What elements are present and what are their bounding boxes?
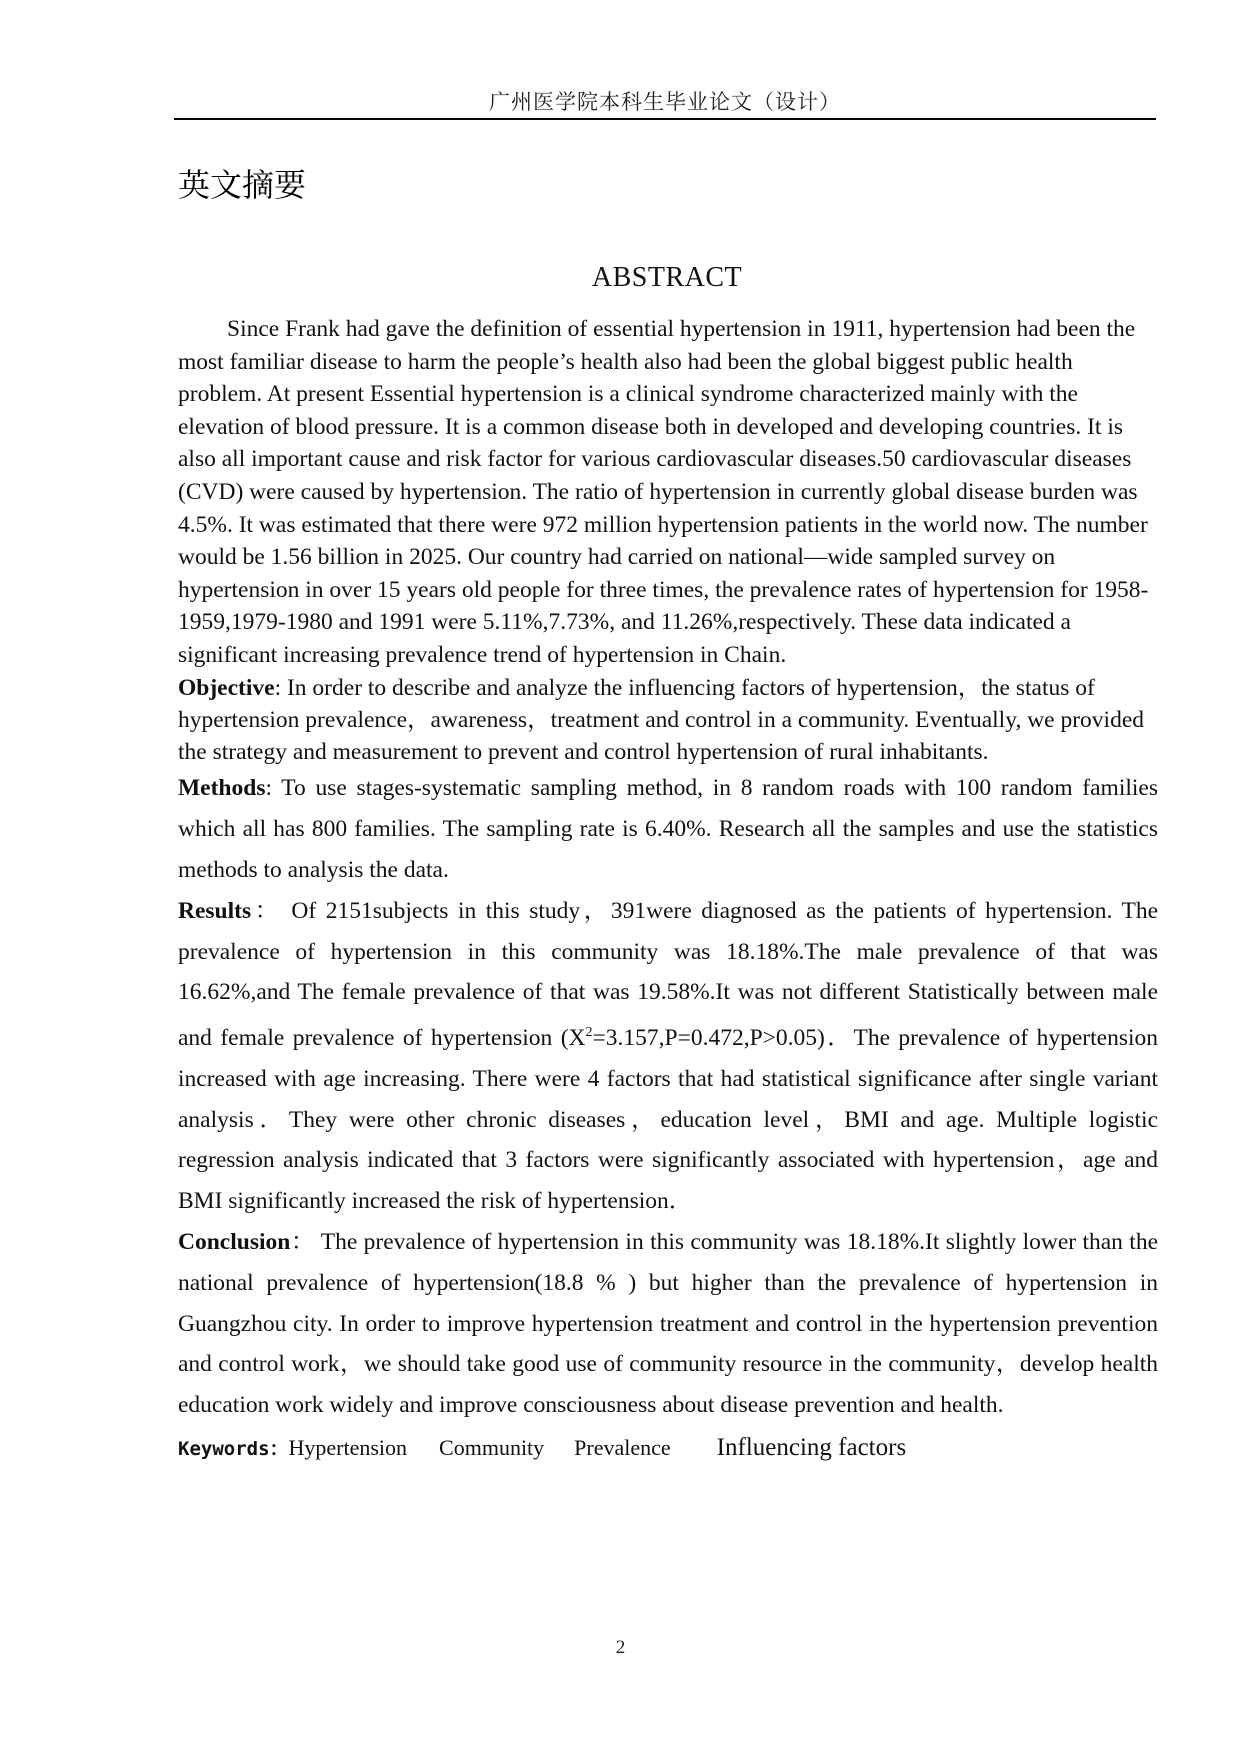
methods-label: Methods <box>178 775 266 802</box>
keyword-item: Community <box>439 1435 545 1460</box>
conclusion-paragraph <box>178 1222 1158 1426</box>
objective-paragraph <box>178 672 1158 769</box>
methods-paragraph <box>178 768 1158 890</box>
intro-paragraph: Since Frank had gave the definition of essential hypertension in 1911, hypertension had been the most familiar disease to harm the people’s health also had been the global biggest public health problem. At present Essential hypertension is a clinical syndrome characterized mainly with the elevation of blood pressure. It is a common disease both in developed and developing countries. It is also all important cause and risk factor for various cardiovascular diseases.50 cardiovascular diseases (CVD) were caused by hypertension. The ratio of hypertension in currently global disease burden was 4.5%. It was estimated that there were 972 million hypertension patients in the world now. The number would be 1.56 billion in 2025. Our country had carried on national—wide sampled survey on hypertension in over 15 years old people for three times, the prevalence rates of hypertension for 1958-1959,1979-1980 and 1991 were 5.11%,7.73%, and 11.26%,respectively. These data indicated a significant increasing prevalence trend of hypertension in Chain. <box>178 316 1149 668</box>
methods-text: : To use stages-systematic sampling method, in 8 random roads with 100 random families which all has 800 families. The sampling rate is 6.40%. Research all the samples and use the statistics methods to analysis the data. <box>178 775 1158 884</box>
keyword-item: Hypertension <box>288 1435 408 1460</box>
results-text-continued: =3.157,P=0.472,P>0.05)．The prevalence of hypertension increased with age increasing. There were 4 factors that had statistical significance after single variant analysis．They were other chronic diseases，education level，BMI and age. Multiple logistic regression analysis indicated that 3 factors were significantly associated with hypertension，age and BMI significantly increased the risk of hypertension． <box>178 1025 1159 1215</box>
abstract-title: ABSTRACT <box>591 262 743 293</box>
objective-text: : In order to describe and analyze the influencing factors of hypertension，the status of hypertension prevalence，awareness，treatment and control in a community. Eventually, we provided the strategy and measurement to prevent and control hypertension of rural inhabitants. <box>178 674 1145 766</box>
conclusion-text: ： The prevalence of hypertension in this community was 18.18%.It slightly lower than the national prevalence of hypertension(18.8 % ) but higher than the prevalence of hypertension in Guangzhou city. In order to improve hypertension treatment and control in the hypertension prevention and control work，we should take good use of community resource in the community，develop health education work widely and improve consciousness about disease prevention and health. <box>178 1229 1158 1419</box>
abstract-body <box>178 313 1158 1465</box>
keyword-item: Influencing factors <box>716 1434 907 1461</box>
header-rule <box>174 118 1156 120</box>
section-title: 英文摘要 <box>178 166 307 204</box>
results-text: ： Of 2151subjects in this study，391were diagnosed as the patients of hypertension. The prevalence of hypertension in this community was 18.18%.The male prevalence of that was 16.62%,and The female prevalence of that was 19.58%.It was not different Statistically between male and female prevalence of hypertension (X <box>178 897 1158 1052</box>
page-number: 2 <box>615 1637 626 1658</box>
conclusion-label: Conclusion <box>178 1229 291 1256</box>
results-paragraph <box>178 891 1158 1222</box>
results-label: Results <box>178 897 252 924</box>
objective-label: Objective <box>178 674 275 701</box>
keywords-line <box>178 1432 1158 1465</box>
keywords-label: Keywords： <box>178 1438 289 1460</box>
running-header: 广州医学院本科生毕业论文（设计） <box>489 90 841 114</box>
keyword-item: Prevalence <box>574 1435 671 1460</box>
results-superscript: 2 <box>585 1025 593 1041</box>
